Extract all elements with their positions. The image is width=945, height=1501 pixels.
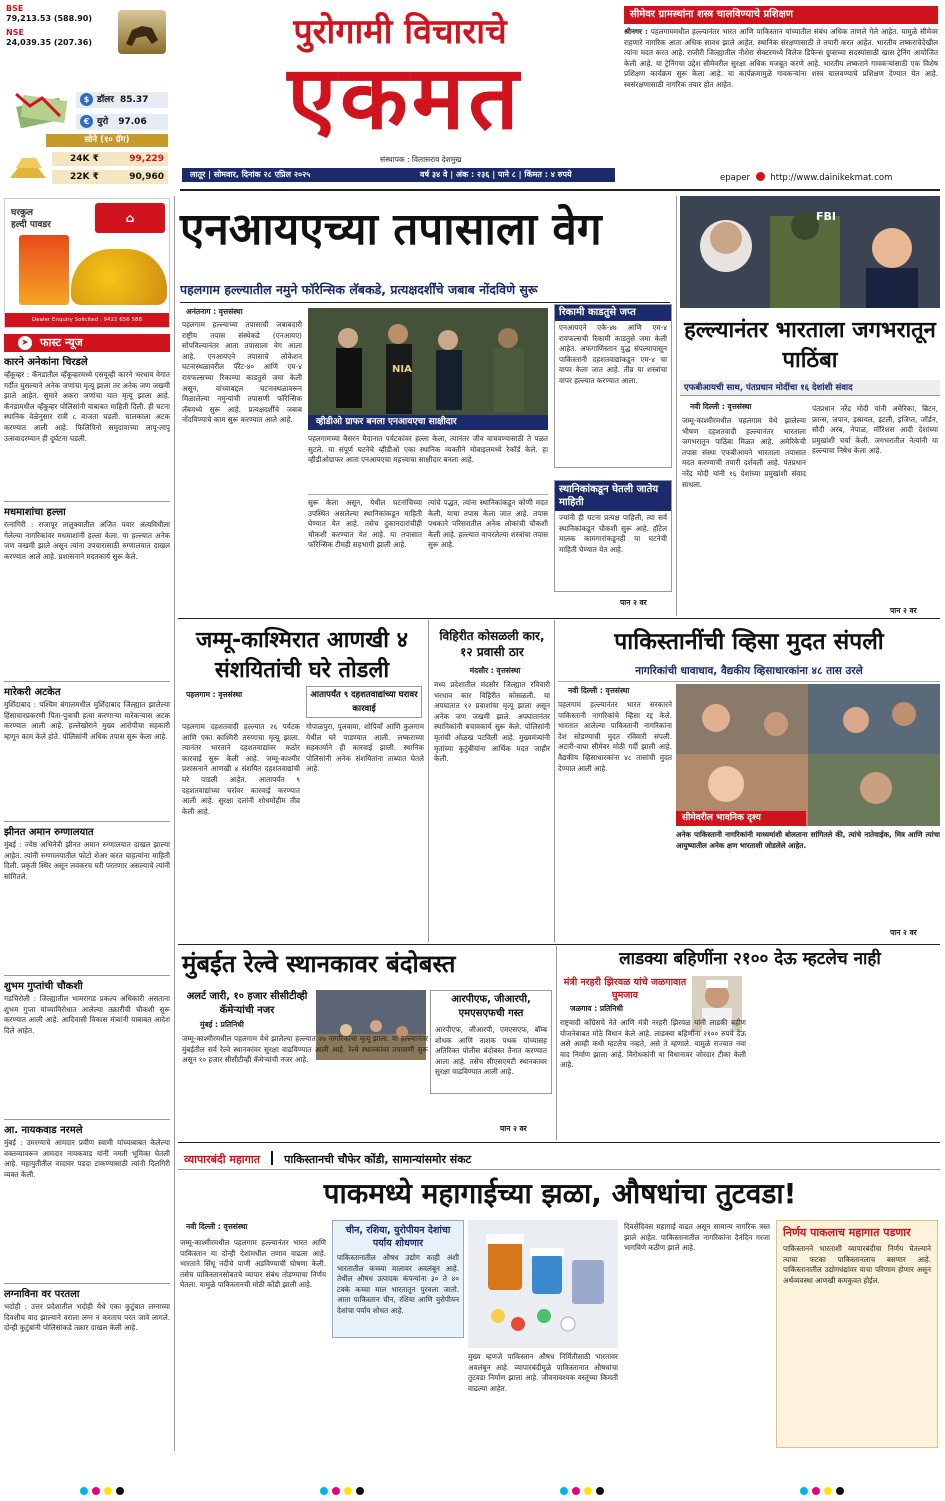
bull-icon — [118, 10, 166, 54]
visa-headline: पाकिस्तानींची व्हिसा मुदत संपली — [614, 629, 884, 655]
fast-news-item-body: मुंबई : ज्येष्ठ अभिनेत्री झीनत अमान रुग्णालयात दाखल झाल्या आहेत. त्यांनी रुग्णालयातील फोटो शेअर करत चाहत्यांना माहिती दिली. प्रकृती स्थिर असून लवकरच घरी परतणार असल्याचे त्यांनी सांगितले. — [4, 840, 170, 881]
bottom-kicker-divider — [271, 1151, 273, 1165]
row-rule-1 — [178, 618, 940, 619]
bottom-side-box — [776, 1220, 938, 1448]
euro-label: युरो — [97, 117, 109, 127]
lead-photo-caption — [308, 415, 548, 430]
gold-22k-row — [52, 170, 168, 184]
lead-photo-caption-text: व्हीडीओ ग्राफर बनला एनआयएचा साक्षीदार — [316, 417, 457, 427]
list-item — [4, 980, 170, 1120]
ladki-body-column-2 — [750, 976, 938, 1136]
mumbai-sub1: अलर्ट जारी, १० हजार सीसीटीव्ही कॅमेऱ्यांची नजर — [186, 991, 308, 1016]
lead-subhead-rule — [180, 302, 670, 303]
top-right-headline-text: सीमेवर ग्रामस्थांना शस्त्र चालविण्याचे प्रशिक्षण — [630, 9, 793, 20]
fast-news-item-title: झीनत अमान रुग्णालयात — [4, 827, 94, 838]
ad-footer-bar — [5, 313, 169, 327]
bse-value: 79,213.53 (588.90) — [6, 14, 93, 23]
gold-24k-value: 99,229 — [129, 154, 164, 164]
ladki-sub: मंत्री नरहरी झिरवळ यांचे जळगावात घुमजाव — [563, 977, 687, 1001]
gold-22k-value: 90,960 — [129, 172, 164, 182]
mumbai-sidebar-box — [430, 990, 552, 1094]
fast-news-item-body: रत्नागिरी : राजापूर तालुक्यातील अजित पवार अंत्यविधीला गेलेल्या नागरिकांवर मधमाशांनी हल्ला केला. या हल्ल्यात अनेक जण जखमी झाले असून त्यांना उपचारासाठी रुग्णालयात दाखल करण्यात आले आहे. प्रशासनाने मदतकार्य सुरू केले. — [4, 520, 170, 561]
epaper-label: epaper — [720, 173, 750, 183]
mumbai-headline: मुंबईत रेल्वे स्थानकावर बंदोबस्त — [182, 950, 456, 978]
registration-marks-center-left — [320, 1487, 364, 1495]
dollar-value: 85.37 — [119, 95, 149, 105]
bottom-body-column-3: मुख्य म्हणजे पाकिस्तान औषध निर्मितीसाठी भारतावर अवलंबून आहे. व्यापारबंदीमुळे पाकिस्तानात औषधांचा तुटवडा निर्माण झाला आहे. जीवनावश्यक वस्तूंच्या किमती वाढल्या आहेत. — [468, 1352, 618, 1393]
visa-body: पहलगाम हल्ल्यानंतर भारत सरकारने पाकिस्तानी नागरिकांचे व्हिसा रद्द केले. भारतात आलेल्या पाकिस्तानी नागरिकांना देश सोडण्याची मुदत रविवारी संपली. अटारी-वाघा सीमेवर मोठी गर्दी झाली आहे. वैद्यकीय व्हिसाधारकांना ४८ तासांची मुदत देण्यात आली आहे. — [558, 700, 672, 773]
lead-sidebar2-box — [554, 480, 672, 592]
gold-22k-label: 22K ₹ — [70, 172, 99, 182]
right-continued: पान २ वर — [890, 606, 917, 615]
bottom-body-column-1: जम्मू-काश्मीरमधील पहलगाम हल्ल्यानंतर भारत आणि पाकिस्तान या दोन्ही देशांमधील तणाव वाढला आहे. भारताने सिंधू नदीचे पाणी अडविण्याची घोषणा केली. तसेच पाकिस्तानसोबतचे व्यापार संबंध तोडण्याचा निर्णय घेतला. यामुळे पाकिस्तानची मोठी कोंडी झाली आहे. — [180, 1238, 326, 1290]
lead-continued: पान २ वर — [620, 598, 647, 607]
kashmir-headline: जम्मू-काश्मिरात आणखी ४ संशयितांची घरे तोडली — [195, 628, 409, 683]
fast-news-item-body: मुर्शिदाबाद : पश्चिम बंगालमधील मुर्शिदाबाद जिल्ह्यात झालेल्या हिंसाचारप्रकरणी पिता-पुत्राची हत्या करणाऱ्या मारेकऱ्यास अटक करण्यात आली आहे. हल्लेखोराने मुख्य आरोपीचा सहकारी म्हणून काम केले होते. पोलिसांनी अधिक तपास सुरू केला आहे. — [4, 700, 170, 741]
right-subhead-bar — [680, 380, 940, 396]
lead-photo — [308, 308, 548, 430]
list-item — [4, 1288, 170, 1438]
visa-byline: नवी दिल्ली : वृत्तसंस्था — [568, 686, 630, 695]
mumbai-sidebar-body: आरपीएफ, जीआरपी, एमएसएफ, बॉम्ब शोधक आणि नाशक पथक यांच्यासह अतिरिक्त पोलीस बंदोबस्त तैनात करण्यात आला आहे. तसेच सीएसएमटी स्थानकावर सुरक्षा वाढविण्यात आली आहे. — [435, 1025, 547, 1077]
top-right-headline — [624, 6, 938, 24]
visa-photo-caption-text: सीमेवरील भावनिक दृश्य — [682, 813, 761, 823]
fast-news-item-title: शुभम गुप्तांची चौकशी — [4, 981, 83, 992]
bse-row — [6, 4, 116, 24]
masthead-dateline: लातूर | सोमवार, दिनांक २८ एप्रिल २०२५ — [190, 170, 311, 179]
fbi-label: FBI — [816, 210, 836, 223]
bottom-kicker-bar — [178, 1148, 940, 1170]
row-rule-2 — [178, 944, 940, 945]
list-item — [4, 1124, 170, 1284]
money-icon — [12, 88, 72, 128]
top-right-dateline: श्रीनगर : — [624, 27, 648, 36]
right-subhead: एफबीआयची साथ, पंतप्रधान मोदींचा १६ देशांशी संवाद — [684, 383, 853, 393]
bottom-side-title: निर्णय पाकलाच महागात पडणार — [783, 1226, 911, 1239]
visa-photo-text: अनेक पाकिस्तानी नागरिकांनी माध्यमांशी बोलताना सांगितले की, त्यांचे नातेवाईक, मित्र आणि त्यांचा आयुष्यातील अनेक क्षण भारताशी जोडलेले आहेत. — [676, 830, 940, 850]
fast-news-item-body: भदोही : उत्तर प्रदेशातील भदोही येथे एका कुटुंबात लग्नाच्या दिवशीच वाद झाल्याने वराला लग्न न करताच परत जावे लागले. दोन्ही कुटुंबांनी पोलिसांकडे तक्रार दाखल केली आहे. — [4, 1302, 170, 1333]
lead-byline: अनंतनाग : वृत्तसंस्था — [186, 307, 243, 316]
left-column-rule — [174, 196, 175, 1451]
nse-value: 24,039.35 (207.36) — [6, 38, 93, 47]
fast-news-list — [4, 356, 170, 1451]
euro-row — [76, 114, 168, 130]
lead-sidebar-body: एनआयएने एके-४७ आणि एम-४ रायफल्सची रिकामी काडतुसे जमा केली आहेत. अफगाणिस्तान युद्ध संपल्यापासून पाकिस्तानी दहशतवाद्यांकडून एम-४ चा वापर केला जात आहे. तीव्र या शस्त्रांचा वापर हल्ल्यात करण्यात आला. — [559, 323, 667, 385]
gold-24k-row — [52, 152, 168, 166]
ad-turmeric-icon — [71, 249, 167, 305]
mumbai-continued: पान २ वर — [500, 1124, 527, 1133]
list-item — [4, 356, 170, 502]
euro-icon: € — [80, 115, 93, 128]
visa-subhead-rule — [558, 681, 940, 682]
lead-sidebar2-body: ज्यांनी ही घटना प्रत्यक्ष पाहिली, त्या सर्व स्थानिकांकडून चौकशी सुरू आहे. हॉटेल मालक कामगारांकडूनही या घटनेची माहिती घेण्यात येत आहे. — [559, 513, 667, 554]
fast-news-item-body: मुंबई : उमरग्याचे आमदार प्रवीण स्वामी यांच्याबाबत केलेल्या वक्तव्यावरून आमदार नायकवाड यांनी नमती भूमिका घेतली आहे. महायुतीतील वादावर पडदा टाकण्यासाठी त्यांनी दिलगिरी व्यक्त केली. — [4, 1138, 170, 1179]
lead-subhead: पहलगाम हल्ल्यातील नमुने फॉरेन्सिक लॅबकडे, प्रत्यक्षदर्शींचे जबाब नोंदविणे सुरू — [180, 282, 538, 297]
fast-news-item-title: मारेकरी अटकेत — [4, 687, 61, 698]
bottom-box-title: चीन, रशिया, युरोपीयन देशांचा पर्याय शोधणार — [345, 1225, 451, 1249]
euro-value: 97.06 — [118, 117, 147, 127]
right-byline: नवी दिल्ली : वृत्तसंस्था — [690, 402, 752, 411]
bottom-box — [332, 1220, 464, 1338]
lead-headline: एनआयएच्या तपासाला वेग — [180, 204, 602, 255]
mumbai-right-rule — [556, 946, 557, 1140]
medicine-photo — [468, 1220, 618, 1348]
accident-headline: विहिरीत कोसळली कार, १२ प्रवासी ठार — [439, 629, 545, 659]
epaper-url[interactable]: http://www.dainikekmat.com — [770, 173, 893, 183]
ad-logo-icon: ⌂ — [95, 203, 165, 233]
bottom-headline: पाकमध्ये महागाईच्या झळा, औषधांचा तुटवडा! — [323, 1177, 797, 1210]
bottom-body-column-4: दिवसेंदिवस महागाई वाढत असून सामान्य नागरिक त्रस्त झाले आहेत. पाकिस्तानातील नागरिकांना दैनंदिन गरजा भागविणे कठीण झाले आहे. — [624, 1222, 770, 1253]
masthead-tagline: पुरोगामी विचाराचे — [293, 12, 507, 52]
nse-label: NSE — [6, 28, 24, 37]
masthead-founder: संस्थापक : विलासराव देशमुख — [380, 155, 462, 164]
lead-body-column-3: सुरू केला असून, येथील घटनांचिच्या उपस्थित असलेल्या स्थानिकांकडून माहिती घेण्यात येत आहे. तसेच दुकानदारांचीही चौकशी करण्यात येत आहे. या तपासात फॉरेन्सिक टीमही सहभागी झाली आहे. — [308, 498, 422, 550]
market-box — [6, 4, 168, 186]
lead-inner-rule — [308, 494, 548, 495]
fast-news-item-title: लग्नाविना वर परतला — [4, 1289, 80, 1300]
visa-continued: पान २ वर — [890, 928, 917, 937]
fast-news-item-title: आ. नायकवाड नरमले — [4, 1125, 83, 1136]
epaper-link[interactable] — [720, 172, 936, 184]
haldi-ad — [4, 198, 170, 328]
ad-brand-line2: हल्दी पावडर — [11, 220, 51, 230]
fast-news-header — [4, 334, 170, 352]
accident-body: मध्य प्रदेशातील मंदसौर जिल्ह्यात रविवारी भरधाव कार विहिरीत कोसळली. या अपघातात १२ प्रवाशांचा मृत्यू झाला असून अनेक जण जखमी झाले. अपघातानंतर स्थानिकांनी बचावकार्य सुरू केले. पोलिसांनी मृतांची ओळख पटविली आहे. मुख्यमंत्र्यांनी मृतांच्या कुटुंबीयांना आर्थिक मदत जाहीर केली. — [434, 680, 550, 764]
list-item — [4, 686, 170, 822]
mumbai-sidebar-title: आरपीएफ, जीआरपी, एमएसएफची गस्त — [451, 994, 531, 1019]
registration-marks-right — [800, 1487, 844, 1495]
visa-photo-caption — [676, 811, 806, 826]
visa-photo — [676, 684, 940, 826]
lead-right-rule — [676, 196, 677, 616]
ladki-byline: जळगाव : प्रतिनिधी — [570, 1004, 623, 1013]
masthead-issue: वर्ष ३४ वे | अंक : २३६ | पाने ८ | किंमत : ४ रुपये — [420, 170, 572, 179]
lead-body-column-2: पहलगामच्या बैसरन मैदानात पर्यटकांवर हल्ला केला, त्यानंतर जीव वाचवण्यासाठी ते पळत सुटले. या संपूर्ण घटनेचे व्हीडीओ एका स्थानिक व्यक्तीने मोबाइलमध्ये रेकॉर्ड केले. हा व्हीडीओग्राफर आता एनआयएचा महत्त्वाचा साक्षीदार बनला आहे. — [308, 434, 548, 465]
kashmir-right-rule — [428, 620, 429, 942]
registration-marks-left — [80, 1487, 124, 1495]
kashmir-body-column-2: गोपाळपुरा, पुलवामा, शोपियाँ आणि कुलगाम येथील घरे पाडण्यात आली. लष्कराच्या सहकार्याने ही कारवाई झाली. स्थानिक पोलिसांनी अनेक संशयितांना ताब्यात घेतले आहे. — [306, 722, 424, 774]
visa-subhead: नागरिकांची धावाधाव, वैद्यकीय व्हिसाधारकांना ४८ तास उरले — [635, 665, 863, 677]
bottom-side-body: पाकिस्तानने भारताशी व्यापारबंदीचा निर्णय घेतल्याने त्याचा फटका पाकिस्तानलाच बसणार आहे. पाकिस्तानातील उद्योगधंद्यांवर याचा परिणाम होणार असून अर्थव्यवस्था आणखी कमकुवत होईल. — [783, 1244, 931, 1285]
mumbai-byline: मुंबई : प्रतिनिधी — [200, 1020, 244, 1029]
right-headline: हल्ल्यानंतर भारताला जगभरातून पाठिंबा — [684, 318, 936, 373]
bottom-kicker-rest: पाकिस्तानची चौफेर कोंडी, सामान्यांसमोर संकट — [284, 1153, 472, 1166]
ladki-headline: लाडक्या बहिणींना २१०० देऊ म्हटलेच नाही — [619, 949, 881, 969]
masthead-name: एकमत — [287, 46, 523, 149]
row-rule-3 — [178, 1142, 940, 1143]
gold-bars-icon — [6, 148, 50, 184]
accident-right-rule — [554, 620, 555, 942]
masthead-rule — [180, 189, 940, 191]
lead-body-column-4: त्यांचे पद्धत, त्यांना स्थानिकांकडून कोणी मदत केली, याचा तपास केला जात आहे. तपास पथकाने परिसरातील अनेक लोकांची चौकशी केली आहे. हल्ल्यात वापरलेल्या शस्त्रांचा तपास सुरू आहे. — [428, 498, 548, 550]
right-body-column-2: पंतप्रधान नरेंद्र मोदी यांनी अमेरिका, ब्रिटन, फ्रान्स, जपान, इस्रायल, इटली, इजिप्त, जॉर्डन, सौदी अरब, नेपाळ, मॉरिशस आदी देशांच्या प्रमुखांशी चर्चा केली. जगभरातील नेत्यांनी या हल्ल्याचा निषेध केला आहे. — [812, 404, 938, 456]
dollar-label: डॉलर — [97, 95, 114, 105]
ad-packet-icon — [19, 235, 69, 305]
dollar-row — [76, 92, 168, 108]
fast-news-item-body: गडचिरोली : जिल्ह्यातील भामरागड प्रकल्प अधिकारी असताना शुभम गुप्ता यांच्याविरोधात आलेल्या तक्रारींची चौकशी सुरू करण्यात आली आहे. आदिवासी विकास मंत्र्यांनी याबाबत आदेश दिले आहेत. — [4, 994, 170, 1035]
kashmir-byline: पहलगाम : वृत्तसंस्था — [186, 690, 243, 699]
kashmir-body-column-1: पहलगाम दहशतवादी हल्ल्यात २६ पर्यटक आणि एका काश्मिरी तरुणाचा मृत्यू झाला. त्यानंतर भारताने दहशतवाद्यांवर कठोर कारवाई सुरू केली आहे. जम्मू-काश्मीर प्रशासनाने आणखी ४ संशयित दहशतवाद्यांची घरे पाडली आहेत. आतापर्यंत ९ दहशतवाद्यांच्या घरांवर कारवाई करण्यात आली आहे. सुरक्षा दलांनी शोधमोहीम तीव्र केली आहे. — [182, 722, 300, 816]
lead-sidebar2-title: स्थानिकांकडून घेतली जातेय माहिती — [555, 481, 671, 511]
ladki-body-column-1: राष्ट्रवादी काँग्रेसचे नेते आणि मंत्री नरहरी झिरवळ यांनी लाडकी बहीण योजनेबाबत मोठे विधान केले आहे. लाडक्या बहिणींना २१०० रुपये देऊ असे आम्ही कधी म्हटलेच नव्हते, असे ते म्हणाले. यामुळे राज्यात नवा वाद निर्माण झाला आहे. विरोधकांनी या विधानावर जोरदार टीका केली आहे. — [560, 1018, 746, 1070]
right-body-column-1: जम्मू-काश्मीरमधील पहलगाम येथे झालेल्या भीषण दहशतवादी हल्ल्यानंतर भारताला जगभरातून पाठिंबा मिळत आहे. अमेरिकेची तपास संस्था एफबीआयने भारताला तपासात मदत करण्याची तयारी दर्शवली आहे. पंतप्रधान नरेंद्र मोदी यांनी १६ देशांच्या प्रमुखांशी संवाद साधला. — [682, 416, 806, 489]
nia-label: NIA — [392, 364, 412, 375]
globe-icon — [756, 172, 765, 181]
gold-header: सोने (१० ग्रॅम) — [46, 134, 168, 147]
nse-row — [6, 28, 116, 48]
lead-sidebar-box — [554, 304, 672, 468]
dollar-icon: $ — [80, 93, 93, 106]
fast-news-item-title: कारने अनेकांना चिरडले — [4, 357, 88, 368]
gold-24k-label: 24K ₹ — [70, 154, 99, 164]
registration-marks-center-right — [560, 1487, 604, 1495]
list-item — [4, 506, 170, 682]
top-right-body — [624, 27, 938, 167]
bottom-byline: नवी दिल्ली : वृत्तसंस्था — [186, 1222, 248, 1231]
accident-byline: मंदसौर : वृत्तसंस्था — [469, 666, 521, 675]
ad-brand-line1: घरकुल — [11, 208, 34, 218]
right-photo — [680, 196, 940, 308]
bottom-kicker: व्यापारबंदी महागात — [184, 1153, 260, 1166]
lightning-icon: ➤ — [18, 336, 32, 350]
lead-body-column-1: पहलगाम हल्ल्याच्या तपासाची जबाबदारी राष्ट्रीय तपास संस्थेकडे (एनआयए) सोपविल्यानंतर आता तपासाला वेग आला आहे. एनआयएने तपासाचे लोकेशन घटनास्थळावरील पॅरेंट-४० आणि एम-४ रायफल्सच्या रिकाम्या काडतुसे जमा केली असून, यांच्याबद्दल घटनास्थळावरून मिळालेल्या नमुन्यांची तपासणी फॉरेन्सिक लॅबमध्ये सुरू आहे. प्रत्यक्षदर्शींचे जबाब नोंदविण्याचे काम सुरू करण्यात आले आहे. — [182, 320, 302, 425]
fast-news-item-body: व्हँकूव्हर : कॅनडातील व्हँकूव्हरमध्ये एसयूव्ही कारने भरधाव वेगात गर्दीत घुसल्याने अनेक जणांचा मृत्यू झाला तर अनेक जण जखमी झाले आहेत. सुमारे अकरा जणांचा यात मृत्यू झाला आहे. कॅनडामधील व्हँकूव्हर पोलिसांनी याबाबत माहिती दिली. ही घटना स्थानिक वेळेनुसार रात्री ८ वाजता घडली. चालकाला अटक करण्यात आली आहे. फिलिपिनो समुदायाच्या लापू-लापू उत्सवादरम्यान ही दुर्घटना घडली. — [4, 370, 170, 443]
lead-sidebar-title: रिकामी काडतुसे जप्त — [555, 305, 671, 321]
bse-label: BSE — [6, 4, 24, 13]
kashmir-sidebar-title: आतापर्यंत ९ दहशतवाद्यांच्या घरावर कारवाई — [310, 690, 418, 714]
kashmir-sidebar-box — [306, 686, 422, 718]
bottom-body-column-2 — [332, 1342, 464, 1448]
top-right-story — [624, 6, 938, 170]
ad-dealer: Dealer Enquiry Solicited : 9422 656 588 — [32, 317, 142, 323]
list-item — [4, 826, 170, 976]
top-right-body-text: पहलगाममधील हल्ल्यानंतर भारत आणि पाकिस्तान यांच्यातील संबंध अधिक ताणले गेले आहेत. यामुळे सीमेवर राहणारे नागरिक आता अधिक सावध झाले आहेत. स्थानिक संरक्षणासाठी ते तयारी करत आहेत. भारतीय लष्कराचेदेखील त्यांना मदत करत आहे. राजौरी जिल्ह्यातील नौशेरा सेक्टरमध्ये विलेज डिफेन्स ग्रुप्सच्या सदस्यांसाठी खास ट्रेनिंग आयोजित केली आहे. या ट्रेनिंगचा उद्देश सीमेवरील सुरक्षा अधिक मजबूत करणे आहे. भारतीय लष्कराने गावकऱ्यांसाठी एक विशेष प्रशिक्षण कार्यक्रम सुरू केला आहे. या कार्यक्रमामुळे गावकऱ्यांना शस्त्र चालवण्याचे प्रशिक्षण देण्यात येत आहे. स्वसंरक्षणासाठी नागरिक तयार होत आहेत. — [624, 27, 938, 89]
bottom-box-body: पाकिस्तानातील औषध उद्योग काही अंशी भारतातील कच्च्या मालावर अवलंबून आहे. तेथील औषध उत्पादक कंपन्यांना ३० ते ४० टक्के कच्चा माल भारतातून पुरवला जातो. आता पाकिस्तान चीन, रशिया आणि युरोपीयन देशांचा पर्याय शोधत आहे. — [337, 1253, 459, 1315]
fast-news-item-title: मधमाशांचा हल्ला — [4, 507, 66, 518]
mumbai-body: जम्मू-काश्मीरमधील पहलगाम येथे झालेल्या हल्ल्यात २७ नागरिकांचा मृत्यू झाला. या हल्ल्यानंतर मुंबईतील सर्व रेल्वे स्थानकांवर सुरक्षा वाढविण्यात आली आहे. रेल्वे स्थानकांवर तपासणी सुरू असून १० हजार सीसीटीव्ही कॅमेऱ्यांची नजर आहे. — [182, 1034, 428, 1065]
fast-news-title: फास्ट न्यूज — [40, 336, 83, 349]
